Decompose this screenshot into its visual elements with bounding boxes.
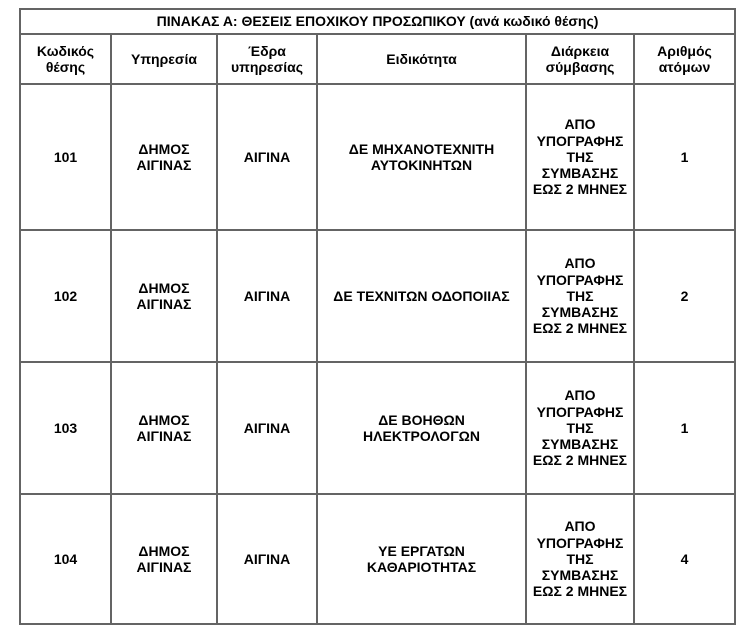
cell-person-count: 1 [634, 362, 735, 494]
table-row [20, 84, 735, 230]
cell-contract-duration: ΑΠΟ ΥΠΟΓΡΑΦΗΣ ΤΗΣ ΣΥΜΒΑΣΗΣ ΕΩΣ 2 ΜΗΝΕΣ [526, 494, 634, 624]
cell-position-code: 102 [20, 230, 111, 362]
cell-contract-duration: ΑΠΟ ΥΠΟΓΡΑΦΗΣ ΤΗΣ ΣΥΜΒΑΣΗΣ ΕΩΣ 2 ΜΗΝΕΣ [526, 362, 634, 494]
cell-position-code: 103 [20, 362, 111, 494]
header-position-code: Κωδικός θέσης [20, 34, 111, 84]
header-person-count: Αριθμός ατόμων [634, 34, 735, 84]
table-row [20, 362, 735, 494]
table-row [20, 494, 735, 624]
cell-service-seat: ΑΙΓΙΝΑ [217, 84, 317, 230]
cell-service-seat: ΑΙΓΙΝΑ [217, 362, 317, 494]
cell-position-code: 101 [20, 84, 111, 230]
header-service: Υπηρεσία [111, 34, 217, 84]
cell-person-count: 4 [634, 494, 735, 624]
positions-table [19, 8, 736, 625]
header-contract-duration: Διάρκεια σύμβασης [526, 34, 634, 84]
cell-position-code: 104 [20, 494, 111, 624]
cell-service: ΔΗΜΟΣ ΑΙΓΙΝΑΣ [111, 494, 217, 624]
cell-specialty: ΔΕ ΜΗΧΑΝΟΤΕΧΝΙΤΗ ΑΥΤΟΚΙΝΗΤΩΝ [317, 84, 526, 230]
cell-person-count: 2 [634, 230, 735, 362]
cell-contract-duration: ΑΠΟ ΥΠΟΓΡΑΦΗΣ ΤΗΣ ΣΥΜΒΑΣΗΣ ΕΩΣ 2 ΜΗΝΕΣ [526, 230, 634, 362]
cell-specialty: ΔΕ ΒΟΗΘΩΝ ΗΛΕΚΤΡΟΛΟΓΩΝ [317, 362, 526, 494]
cell-service-seat: ΑΙΓΙΝΑ [217, 494, 317, 624]
header-service-seat: Έδρα υπηρεσίας [217, 34, 317, 84]
cell-service-seat: ΑΙΓΙΝΑ [217, 230, 317, 362]
header-row [20, 34, 735, 84]
table-row [20, 230, 735, 362]
cell-service: ΔΗΜΟΣ ΑΙΓΙΝΑΣ [111, 84, 217, 230]
cell-service: ΔΗΜΟΣ ΑΙΓΙΝΑΣ [111, 230, 217, 362]
cell-service: ΔΗΜΟΣ ΑΙΓΙΝΑΣ [111, 362, 217, 494]
title-row [20, 9, 735, 34]
cell-specialty: ΔΕ ΤΕΧΝΙΤΩΝ ΟΔΟΠΟΙΙΑΣ [317, 230, 526, 362]
cell-person-count: 1 [634, 84, 735, 230]
table-title: ΠΙΝΑΚΑΣ Α: ΘΕΣΕΙΣ ΕΠΟΧΙΚΟΥ ΠΡΟΣΩΠΙΚΟΥ (ανά κωδικό θέσης) [20, 9, 735, 34]
cell-contract-duration: ΑΠΟ ΥΠΟΓΡΑΦΗΣ ΤΗΣ ΣΥΜΒΑΣΗΣ ΕΩΣ 2 ΜΗΝΕΣ [526, 84, 634, 230]
cell-specialty: ΥΕ ΕΡΓΑΤΩΝ ΚΑΘΑΡΙΟΤΗΤΑΣ [317, 494, 526, 624]
header-specialty: Ειδικότητα [317, 34, 526, 84]
